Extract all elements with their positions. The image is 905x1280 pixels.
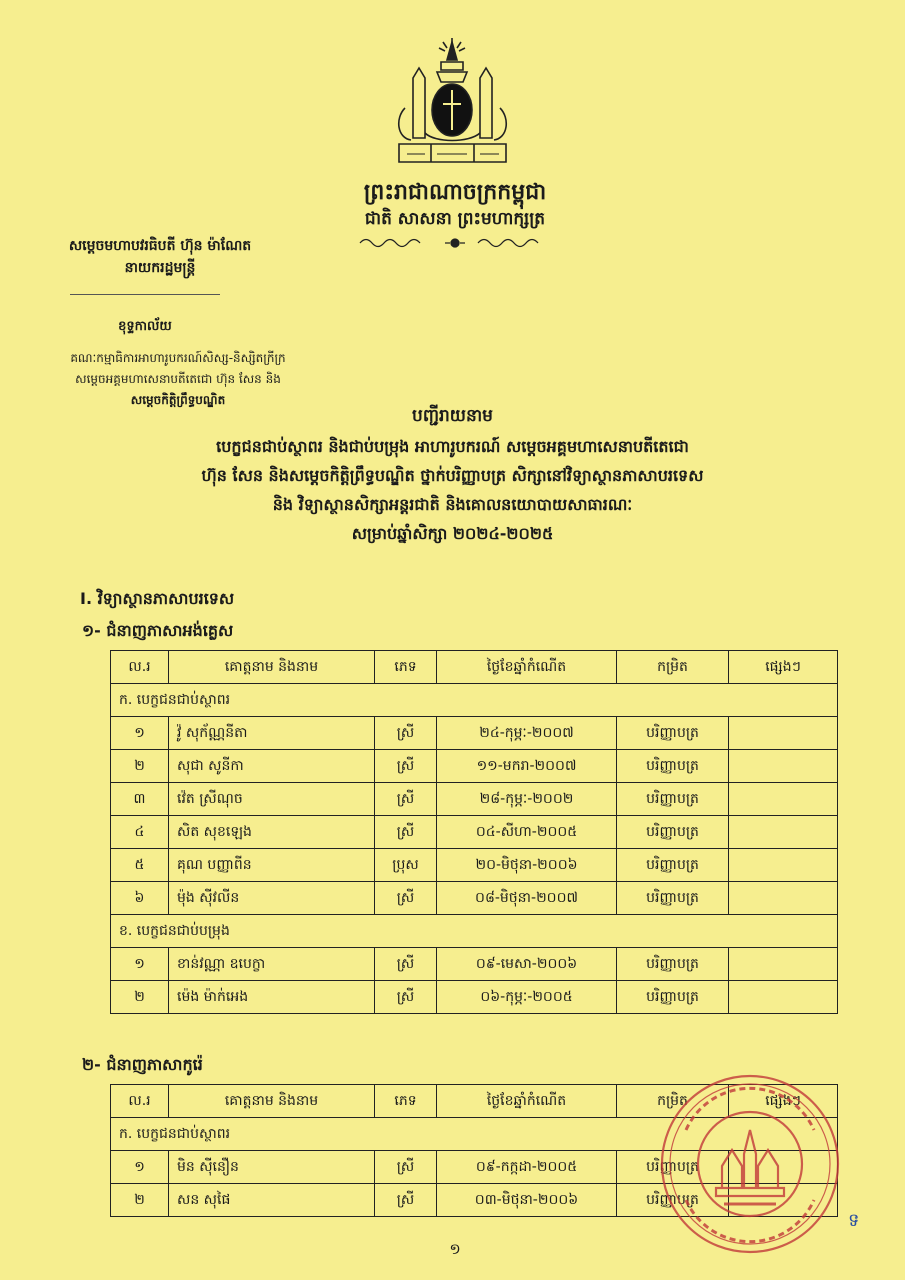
cell-other bbox=[729, 783, 838, 816]
cell-dob: ០៤-សីហា-២០០៥ bbox=[437, 816, 617, 849]
cell-no: ៣ bbox=[111, 783, 169, 816]
cell-no: ១ bbox=[111, 717, 169, 750]
page-number: ១ bbox=[449, 1240, 461, 1258]
cell-other bbox=[729, 750, 838, 783]
official-stamp-seal bbox=[656, 1070, 844, 1258]
subsection-korean: ២- ជំនាញភាសាកូរ៉េ bbox=[82, 1055, 203, 1074]
cell-dob: ០៩-កក្កដា-២០០៥ bbox=[437, 1151, 617, 1184]
cell-no: ១ bbox=[111, 1151, 169, 1184]
table-row bbox=[111, 783, 838, 816]
sender-separator bbox=[70, 294, 220, 295]
cell-gender: ស្រី bbox=[375, 1184, 437, 1217]
royal-coat-of-arms-emblem bbox=[385, 38, 520, 173]
cell-name: មិន ស៊ីនឿន bbox=[169, 1151, 375, 1184]
cell-no: ១ bbox=[111, 948, 169, 981]
header-level: កម្រិត bbox=[617, 651, 729, 684]
cell-dob: ២៨-កុម្ភៈ-២០០២ bbox=[437, 783, 617, 816]
subsection-english: ១- ជំនាញភាសាអង់គ្លេស bbox=[82, 621, 234, 640]
cell-other bbox=[729, 717, 838, 750]
table-header-row bbox=[111, 651, 838, 684]
header-dob: ថ្ងៃខែឆ្នាំកំណើត bbox=[437, 1085, 617, 1118]
kingdom-title: ព្រះរាជាណាចក្រកម្ពុជា bbox=[363, 180, 547, 205]
cell-dob: ០៩-មេសា-២០០៦ bbox=[437, 948, 617, 981]
description-line-1: បេក្ខជនជាប់ស្ថាពរ និងជាប់បម្រុង អាហារូបករណ៍ សម្ដេចអគ្គមហាសេនាបតីតេជោ bbox=[216, 437, 689, 456]
header-no: ល.រ bbox=[111, 651, 169, 684]
cell-name: វ៉េត ស្រីណុច bbox=[169, 783, 375, 816]
cell-name: ម៉េង ម៉ាក់អេង bbox=[169, 981, 375, 1014]
cell-no: ៥ bbox=[111, 849, 169, 882]
cell-name: ខាន់វណ្ណា ឧបេក្ខា bbox=[169, 948, 375, 981]
cell-no: ២ bbox=[111, 1184, 169, 1217]
cell-gender: ស្រី bbox=[375, 1151, 437, 1184]
cell-level: បរិញ្ញាបត្រ bbox=[617, 981, 729, 1014]
cell-name: សន សុផៃ bbox=[169, 1184, 375, 1217]
group-label: ក. បេក្ខជនជាប់ស្ថាពរ bbox=[111, 1118, 838, 1151]
description-line-3: និង វិទ្យាស្ថានសិក្សាអន្តរជាតិ និងគោលនយោបាយសាធារណៈ bbox=[272, 495, 633, 514]
document-description bbox=[60, 432, 845, 548]
cell-other bbox=[729, 882, 838, 915]
cell-level: បរិញ្ញាបត្រ bbox=[617, 750, 729, 783]
cell-gender: ប្រុស bbox=[375, 849, 437, 882]
cell-dob: ១១-មករា-២០០៧ bbox=[437, 750, 617, 783]
group-label: ក. បេក្ខជនជាប់ស្ថាពរ bbox=[111, 684, 838, 717]
table-row bbox=[111, 981, 838, 1014]
cell-dob: ២៤-កុម្ភៈ-២០០៧ bbox=[437, 717, 617, 750]
cell-dob: ០៦-កុម្ភៈ-២០០៥ bbox=[437, 981, 617, 1014]
cell-level: បរិញ្ញាបត្រ bbox=[617, 1151, 729, 1184]
description-line-2: ហ៊ុន សែន និងសម្ដេចកិត្តិព្រឹទ្ធបណ្ឌិត ថ្នាក់បរិញ្ញាបត្រ សិក្សានៅវិទ្យាស្ថានភាសាបរទេស bbox=[201, 466, 704, 485]
cell-level: បរិញ្ញាបត្រ bbox=[617, 948, 729, 981]
cell-other bbox=[729, 981, 838, 1014]
header-other: ផ្សេងៗ bbox=[729, 651, 838, 684]
cell-level: បរិញ្ញាបត្រ bbox=[617, 849, 729, 882]
cell-gender: ស្រី bbox=[375, 783, 437, 816]
table-row bbox=[111, 750, 838, 783]
cell-level: បរិញ្ញាបត្រ bbox=[617, 783, 729, 816]
cell-other bbox=[729, 849, 838, 882]
handwritten-initials: ទ bbox=[848, 1210, 860, 1231]
committee-block bbox=[28, 348, 328, 411]
section-heading: I. វិទ្យាស្ថានភាសាបរទេស bbox=[80, 589, 235, 608]
ornament-divider-icon bbox=[350, 235, 560, 251]
cell-other bbox=[729, 948, 838, 981]
header-name: គោត្តនាម និងនាម bbox=[169, 651, 375, 684]
cell-no: ៦ bbox=[111, 882, 169, 915]
cell-gender: ស្រី bbox=[375, 981, 437, 1014]
english-main-rows bbox=[111, 717, 838, 915]
header-no: ល.រ bbox=[111, 1085, 169, 1118]
group-row-main bbox=[111, 684, 838, 717]
cell-name: សុជា សូនីកា bbox=[169, 750, 375, 783]
cell-dob: ០៨-មិថុនា-២០០៧ bbox=[437, 882, 617, 915]
cell-no: ២ bbox=[111, 750, 169, 783]
header-name: គោត្តនាម និងនាម bbox=[169, 1085, 375, 1118]
cell-name: គុណ បញ្ញាពីន bbox=[169, 849, 375, 882]
prime-minister-subtitle: នាយករដ្ឋមន្ត្រី bbox=[124, 260, 196, 276]
cell-gender: ស្រី bbox=[375, 882, 437, 915]
national-motto: ជាតិ សាសនា ព្រះមហាក្សត្រ bbox=[364, 209, 546, 229]
cell-gender: ស្រី bbox=[375, 717, 437, 750]
header-level: កម្រិត bbox=[617, 1085, 729, 1118]
table-row bbox=[111, 816, 838, 849]
cell-name: វ៉ូ សុក័ណ្ណនីតា bbox=[169, 717, 375, 750]
cell-level: បរិញ្ញាបត្រ bbox=[617, 816, 729, 849]
committee-line-3: សម្ដេចកិត្តិព្រឹទ្ធបណ្ឌិត bbox=[130, 393, 226, 407]
cell-level: បរិញ្ញាបត្រ bbox=[617, 717, 729, 750]
committee-line-2: សម្ដេចអគ្គមហាសេនាបតីតេជោ ហ៊ុន សែន និង bbox=[75, 372, 281, 386]
cell-level: បរិញ្ញាបត្រ bbox=[617, 1184, 729, 1217]
table-row bbox=[111, 849, 838, 882]
english-candidates-table bbox=[110, 650, 838, 1014]
committee-line-1: គណៈកម្មាធិការអាហារូបករណ៍សិស្ស-និស្សិតក្រីក្រ bbox=[70, 351, 286, 365]
cell-other bbox=[729, 816, 838, 849]
cell-no: ៤ bbox=[111, 816, 169, 849]
cell-name: ម៉ុង ស៊ីវលីន bbox=[169, 882, 375, 915]
document-title: បញ្ជីរាយនាម bbox=[412, 406, 493, 426]
header-gender: ភេទ bbox=[375, 651, 437, 684]
group-row-reserve bbox=[111, 915, 838, 948]
cell-name: សិត សុខឡេង bbox=[169, 816, 375, 849]
cell-no: ២ bbox=[111, 981, 169, 1014]
cabinet-label: ខុទ្ទកាល័យ bbox=[118, 319, 172, 334]
group-label: ខ. បេក្ខជនជាប់បម្រុង bbox=[111, 915, 838, 948]
cell-dob: ០៣-មិថុនា-២០០៦ bbox=[437, 1184, 617, 1217]
cell-level: បរិញ្ញាបត្រ bbox=[617, 882, 729, 915]
header-other: ផ្សេងៗ bbox=[729, 1085, 838, 1118]
prime-minister-title: សម្ដេចមហាបវរធិបតី ហ៊ុន ម៉ាណែត bbox=[68, 238, 252, 254]
cell-dob: ២០-មិថុនា-២០០៦ bbox=[437, 849, 617, 882]
english-reserve-rows bbox=[111, 948, 838, 1014]
table-row bbox=[111, 948, 838, 981]
header-dob: ថ្ងៃខែឆ្នាំកំណើត bbox=[437, 651, 617, 684]
cell-gender: ស្រី bbox=[375, 948, 437, 981]
cell-gender: ស្រី bbox=[375, 750, 437, 783]
cell-gender: ស្រី bbox=[375, 816, 437, 849]
table-row bbox=[111, 717, 838, 750]
table-row bbox=[111, 882, 838, 915]
description-line-4: សម្រាប់ឆ្នាំសិក្សា ២០២៤-២០២៥ bbox=[351, 524, 554, 543]
header-gender: ភេទ bbox=[375, 1085, 437, 1118]
